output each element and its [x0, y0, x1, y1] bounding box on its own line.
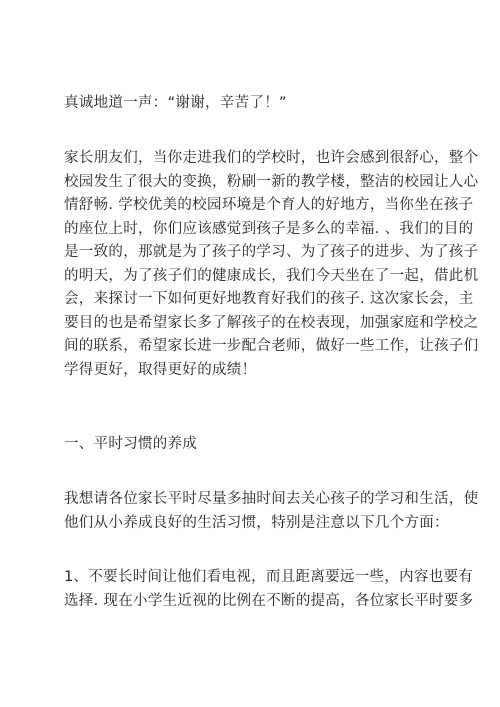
thanks-paragraph [64, 92, 450, 116]
intro-line-2: 校园发生了很大的变换，粉刷一新的教学楼，整洁的校园让人心 [64, 173, 479, 190]
intro-line-5: 是一致的，那就是为了孩子的学习、为了孩子的进步、为了孩子 [64, 244, 479, 260]
request-line-1: 我想请各位家长平时尽量多抽时间去关心孩子的学习和生活，使 [64, 491, 479, 507]
intro-line-3: 情舒畅. 学校优美的校园环境是个育人的好地方，当你坐在孩子 [64, 197, 474, 213]
item-1-line-1: 1、不要长时间让他们看电视，而且距离要远一些，内容也要有 [64, 569, 474, 585]
request-paragraph [64, 488, 479, 535]
intro-line-4: 的座位上时，你们应该感觉到孩子是多么的幸福. 、我们的目的 [64, 220, 474, 237]
intro-paragraph [64, 147, 479, 382]
thanks-line: 真诚地道一声：“谢谢，辛苦了！” [64, 95, 287, 111]
section-heading [64, 433, 450, 457]
intro-line-7: 会，来探讨一下如何更好地教育好我们的孩子. 这次家长会，主 [64, 291, 474, 307]
section-heading-text: 一、平时习惯的养成 [64, 436, 198, 452]
item-1-line-2: 选择. 现在小学生近视的比例在不断的提高，各位家长平时要多 [64, 592, 474, 609]
item-1-paragraph [64, 566, 474, 613]
intro-line-1: 家长朋友们，当你走进我们的学校时，也许会感到很舒心，整个 [64, 150, 479, 166]
request-line-2: 他们从小养成良好的生活习惯，特别是注意以下几个方面： [64, 514, 449, 531]
intro-line-6: 的明天，为了孩子们的健康成长，我们今天坐在了一起，借此机 [64, 267, 479, 284]
intro-line-9: 间的联系，希望家长进一步配合老师，做好一些工作，让孩子们 [64, 338, 479, 354]
intro-line-8: 要目的也是希望家长多了解孩子的在校表现，加强家庭和学校之 [64, 314, 479, 331]
intro-line-10: 学得更好，取得更好的成绩！ [64, 361, 257, 378]
